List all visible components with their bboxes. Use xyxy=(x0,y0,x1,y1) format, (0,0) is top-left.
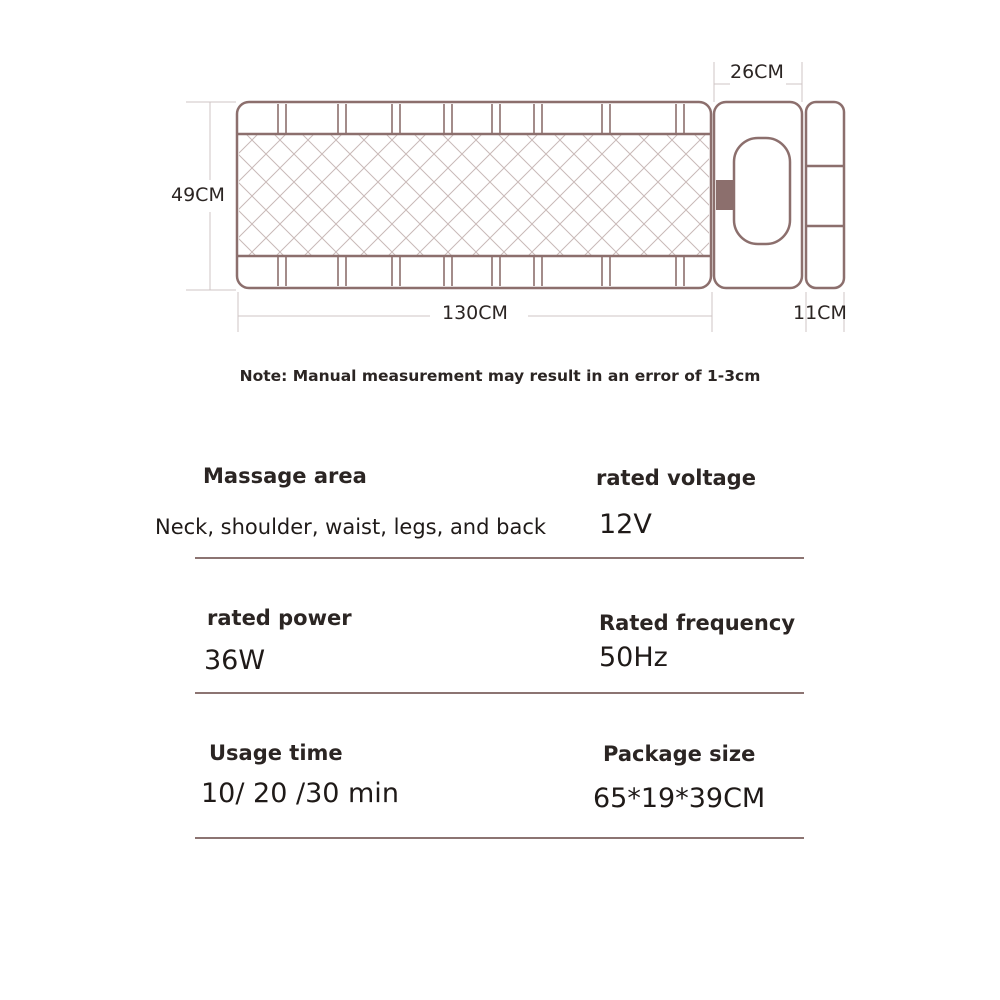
height-dimension-label: 49CM xyxy=(171,184,225,206)
pillow-section xyxy=(714,102,802,288)
spec-label-massage-area: Massage area xyxy=(203,464,367,488)
row-divider xyxy=(195,557,804,559)
spec-label-usage-time: Usage time xyxy=(209,741,343,765)
spec-label-package-size: Package size xyxy=(603,742,756,766)
row-divider xyxy=(195,837,804,839)
row-divider xyxy=(195,692,804,694)
spec-value-rated-frequency: 50Hz xyxy=(599,642,668,673)
length-dimension-label: 130CM xyxy=(442,302,508,324)
spec-value-rated-voltage: 12V xyxy=(599,509,652,540)
side-width-label: 11CM xyxy=(793,302,847,324)
mat-body xyxy=(237,102,711,288)
measurement-note: Note: Manual measurement may result in an error of 1-3cm xyxy=(239,367,761,385)
spec-value-usage-time: 10/ 20 /30 min xyxy=(201,778,399,809)
side-bolster xyxy=(806,102,844,288)
spec-label-rated-frequency: Rated frequency xyxy=(599,611,796,635)
spec-label-rated-power: rated power xyxy=(207,606,352,630)
spec-value-rated-power: 36W xyxy=(204,645,266,676)
spec-label-rated-voltage: rated voltage xyxy=(596,466,756,490)
spec-value-package-size: 65*19*39CM xyxy=(593,783,766,814)
spec-value-massage-area: Neck, shoulder, waist, legs, and back xyxy=(155,515,547,539)
pillow-width-label: 26CM xyxy=(730,61,784,83)
